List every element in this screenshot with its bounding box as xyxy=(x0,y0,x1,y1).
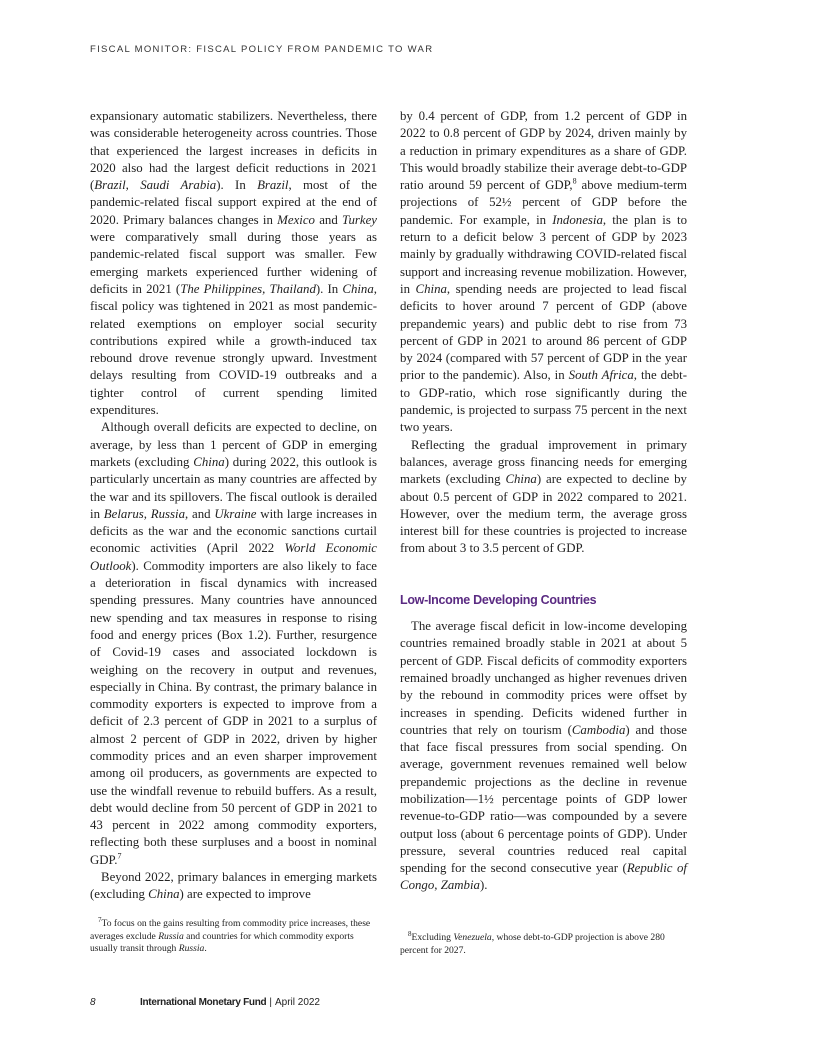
footer-separator: | xyxy=(269,997,272,1008)
paragraph: by 0.4 percent of GDP, from 1.2 percent of GDP in 2022 to 0.8 percent of GDP by 2024, driven mainly by a reduction in primary expenditures as a share of GDP. This would broadly stabilize their average debt-to-GDP ratio around 59 percent of GDP,$^8$ above medium-term projections of 52½ percent of GDP before the pandemic. For example, in Indonesia, the plan is to return to a deficit below 3 percent of GDP by 2023 mainly by gradually withdrawing COVID-related fiscal support and increasing revenue mobilization. However, in China, spending needs are projected to lead fiscal deficits to hover around 7 percent of GDP (above prepandemic years) and public debt to rise from 73 percent of GDP in 2021 to around 86 percent of GDP by 2024 (compared with 57 percent of GDP in the year prior to the pandemic). Also, in South Africa, the debt-to GDP-ratio, which rose significantly during the pandemic, is projected to surpass 75 percent in the next two years. xyxy=(400,109,688,435)
footer-date: April 2022 xyxy=(274,997,320,1008)
paragraph: Although overall deficits are expected to decline, on average, by less than 1 percent of GDP in emerging markets (excluding China) during 2022, this outlook is particularly uncertain as many countries are affected by the war and its spillovers. The fiscal outlook is derailed in Belarus, Russia, and Ukraine with large increases in deficits as the war and the economic sanctions curtail economic activities (April 2022 World Economic Outlook). Commodity importers are also likely to face a deterioration in fiscal dynamics with increased spending pressures. Many countries have announced new spending and tax measures in response to rising food and energy prices (Box 1.2). Further, resurgence of Covid-19 cases and associated lockdown is weighing on the recovery in output and revenues, especially in China. By contrast, the primary balance in commodity exporters is expected to improve from a deficit of 2.3 percent of GDP in 2021 to a surplus of almost 2 percent of GDP in 2022, driven by higher commodity prices and an even sharper improvement among oil producers, as governments are expected to use the windfall revenue to rebuild buffers. As a result, debt would decline from 50 percent of GDP in 2021 to 43 percent in 2022 among commodity exporters, reflecting both these surpluses and a boost in nominal GDP.$^7$ xyxy=(90,420,378,867)
left-column xyxy=(90,108,377,904)
footer-organization: International Monetary Fund xyxy=(140,997,267,1008)
paragraph: Reflecting the gradual improvement in primary balances, average gross financing needs for emerging markets (excluding China) are expected to decline by about 0.5 percent of GDP in 2022 compared to 2021. However, over the medium term, the average gross interest bill for these countries is projected to increase from about 3 to 3.5 percent of GDP. xyxy=(400,437,687,556)
running-header: FISCAL MONITOR: FISCAL POLICY FROM PANDEMIC TO WAR xyxy=(90,44,434,55)
footnote-ref-7: 7 xyxy=(117,851,122,861)
page-footer xyxy=(90,997,320,1008)
right-column xyxy=(400,108,687,895)
paragraph: The average fiscal deficit in low-income developing countries remained broadly stable in 2021 at about 5 percent of GDP. Fiscal deficits of commodity exporters remained broadly unchanged as higher revenues driven by the rebound in commodity prices were offset by increases in spending. Deficits widened further in countries that rely on tourism (Cambodia) and those that face fiscal pressures from social spending. On average, government revenues remained well below prepandemic projections as the decline in revenue mobilization—1½ percentage points of GDP lower revenue-to-GDP ratio—was compounded by a severe output loss (about 6 percentage points of GDP). Under pressure, several countries reduced real capital spending for the second consecutive year (Republic of Congo, Zambia). xyxy=(400,619,687,893)
section-heading: Low-Income Developing Countries xyxy=(400,592,597,607)
paragraph: expansionary automatic stabilizers. Nevertheless, there was considerable heterogeneity across countries. Those that experienced the largest increases in deficits in 2020 also had the largest deficit reductions in 2021 (Brazil, Saudi Arabia). In Brazil, most of the pandemic-related fiscal support expired at the end of 2020. Primary balances changes in Mexico and Turkey were comparatively small during those years as pandemic-related fiscal support was smaller. Few emerging markets experienced further widening of deficits in 2021 (The Philippines, Thailand). In China, fiscal policy was tightened in 2021 as most pandemic-related exemptions on employer social security contributions expired while a growth-induced tax rebound drove revenue strongly upward. Investment delays resulting from COVID-19 outbreaks and a tighter control of current spending limited expenditures. xyxy=(90,109,378,418)
paragraph: Beyond 2022, primary balances in emerging markets (excluding China) are expected to improve xyxy=(90,870,377,902)
footnote-8: $^8$Excluding Venezuela, whose debt-to-GDP projection is above 280 percent for 2027. xyxy=(400,929,665,956)
footnote-ref-8: 8 xyxy=(572,176,577,186)
footnote-7: $^7$To focus on the gains resulting from commodity price increases, these averages exclude Russia and countries for which commodity exports usually transit through Russia. xyxy=(90,915,371,955)
page-number: 8 xyxy=(90,997,96,1008)
